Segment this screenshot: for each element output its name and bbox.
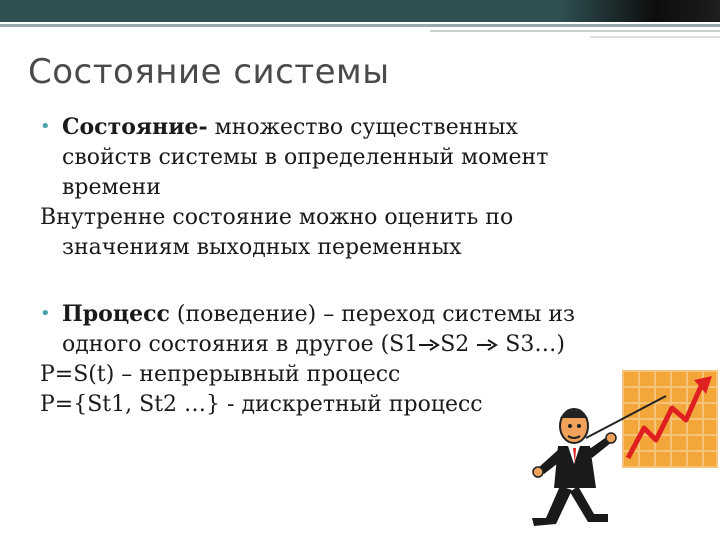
definition-text: (поведение) – переход системы из [169,302,575,327]
body-text: P=S(t) – непрерывный процесс [40,362,401,387]
slide-title: Состояние системы [28,52,390,92]
term-process: Процесс [62,301,170,327]
top-banner-dark-segment [560,0,720,22]
businessman-chart-illustration [516,368,720,540]
definition-text: множество существенных [207,115,518,140]
definition-text: S2 [440,332,477,357]
banner-stripe [590,36,720,38]
body-text: P={St1, St2 …} - дискретный процесс [40,392,483,417]
banner-stripe [430,30,720,32]
definition-text: свойств системы в определенный момент [62,145,549,170]
arrow-right-icon [476,338,498,352]
banner-stripe [0,24,720,27]
businessman-figure [532,409,616,526]
term-state: Состояние- [62,114,208,140]
definition-text: одного состояния в другое (S1 [62,332,419,357]
bullet-icon: • [40,116,51,137]
definition-text: S3…) [498,332,565,357]
arrow-right-icon [418,338,440,352]
bullet-process [40,299,690,360]
body-text: Внутренне состояние можно оценить по [40,205,514,230]
body-text: значениям выходных переменных [62,235,462,260]
bullet-icon: • [40,303,51,324]
bullet-state [40,112,690,203]
definition-text: времени [62,175,161,200]
